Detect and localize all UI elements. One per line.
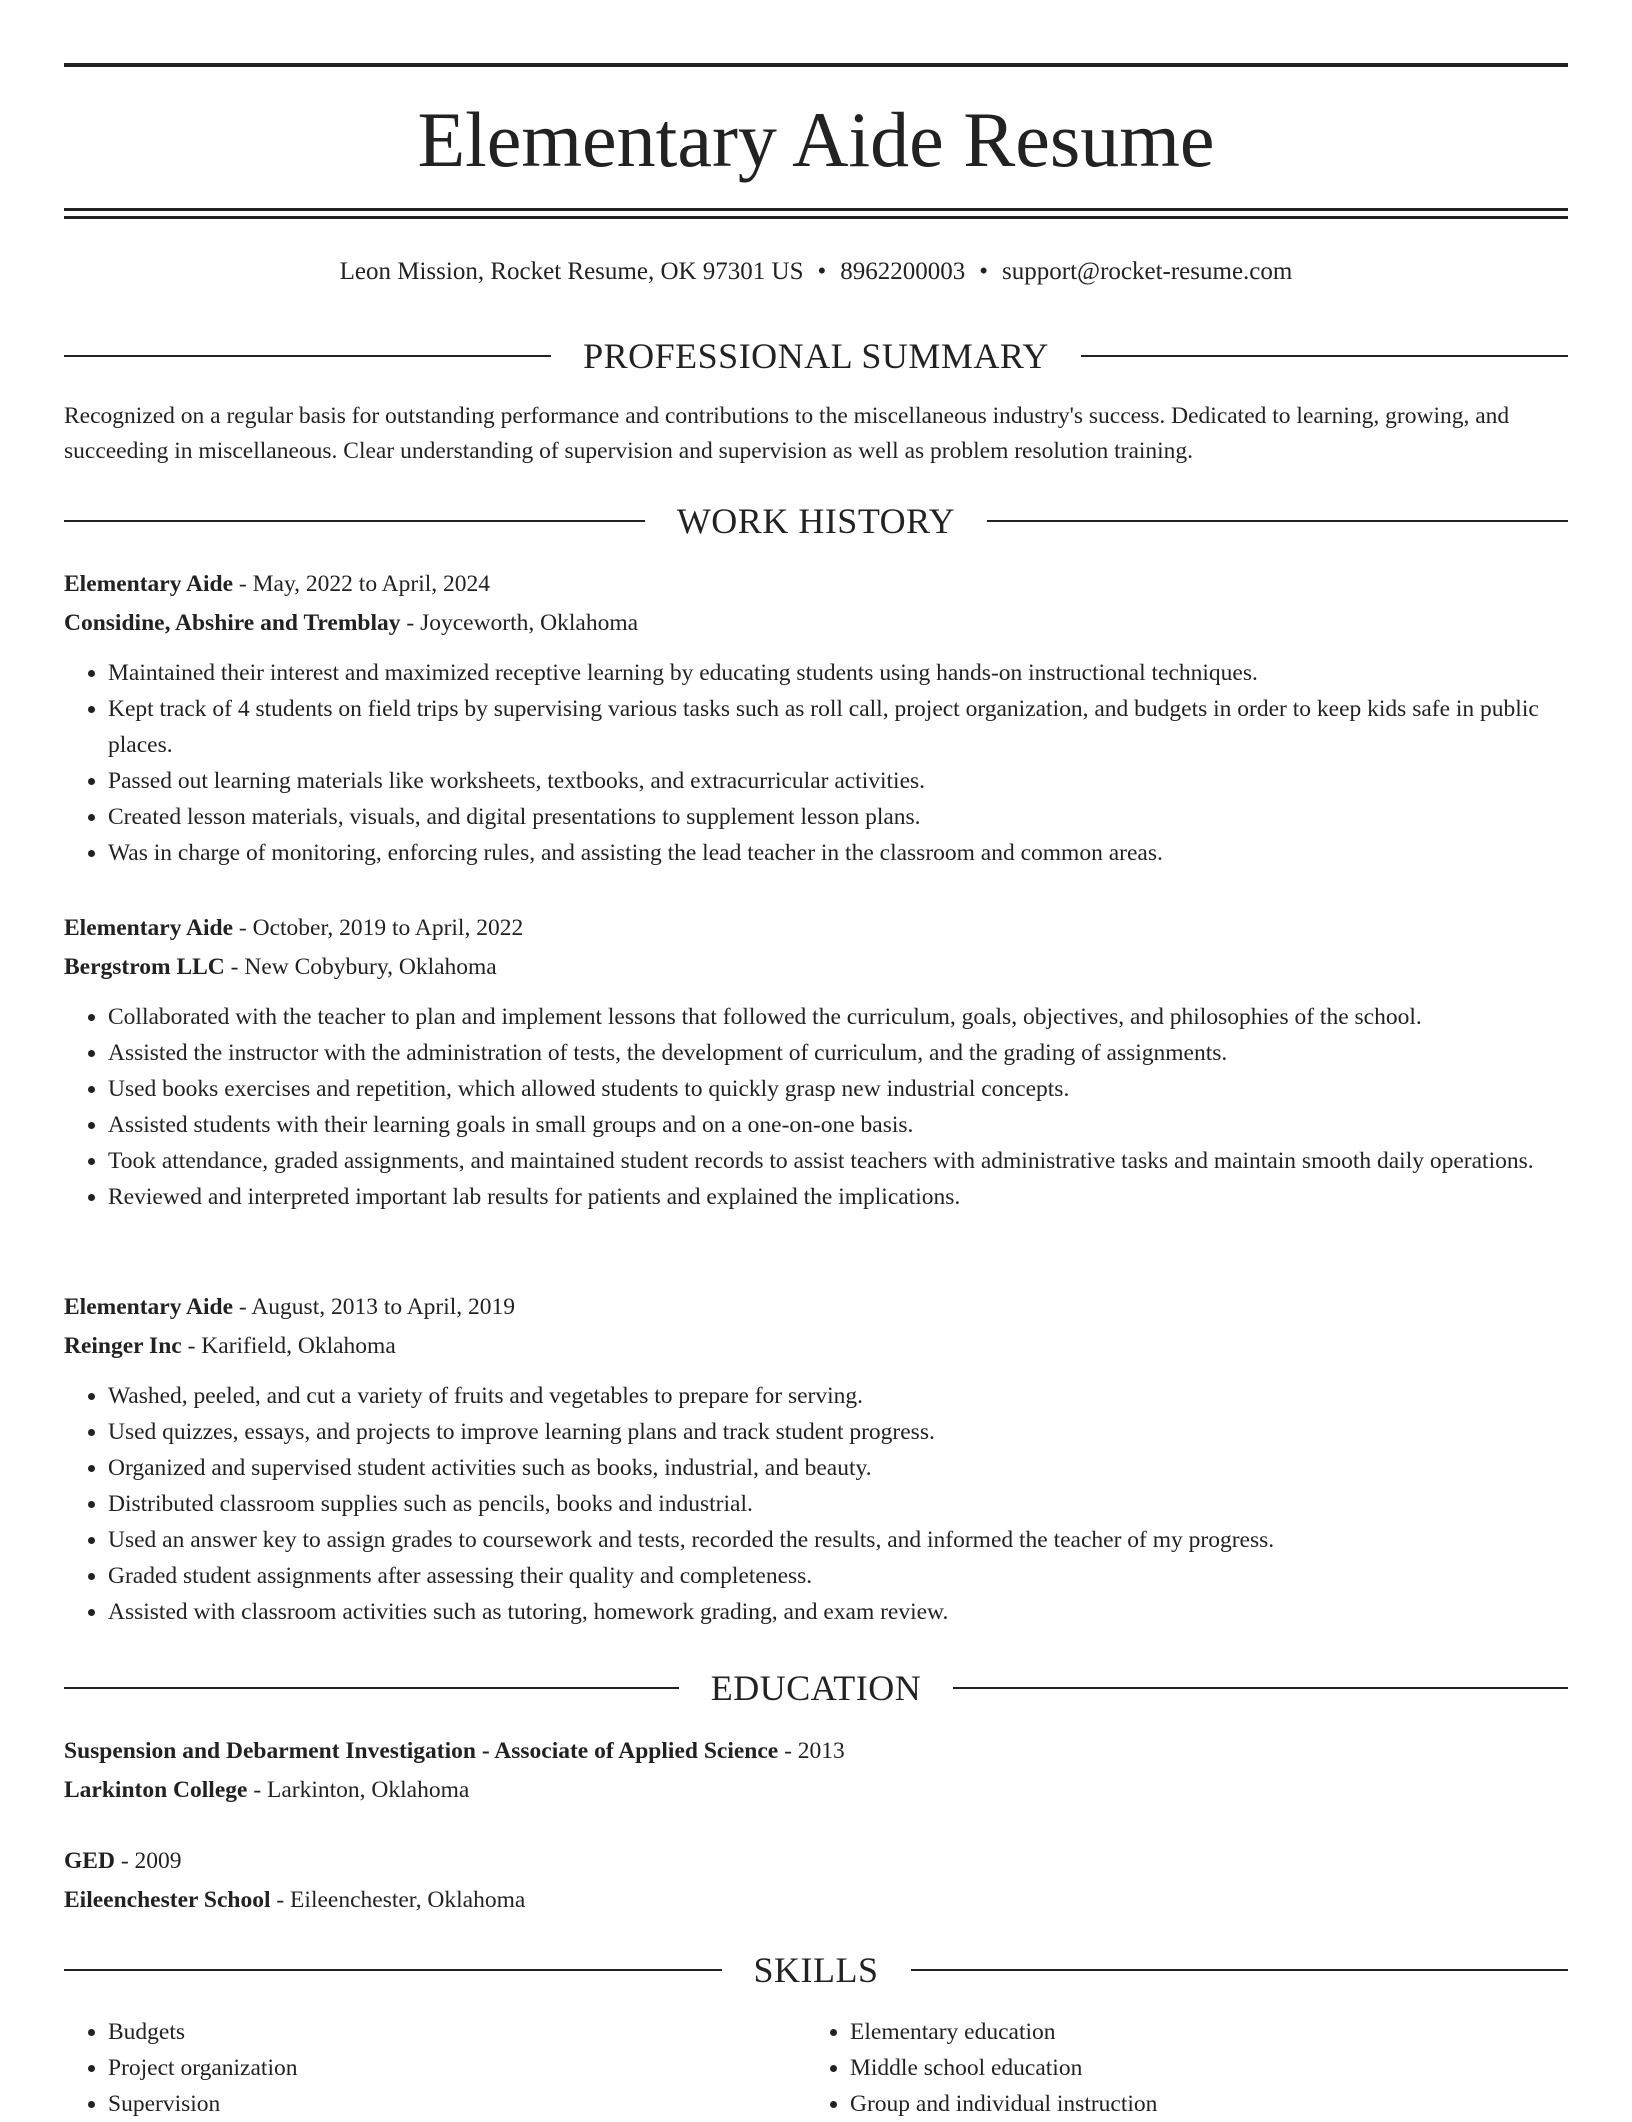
summary-text: Recognized on a regular basis for outstanding performance and contributions to the miscellaneous industry's success. Dedicated to learning, growing, and succeeding in miscellaneous. Clear understanding of supervision and supervision as well as problem resolution training. xyxy=(64,403,1510,464)
job-company: Bergstrom LLC xyxy=(64,954,225,980)
job-title: Elementary Aide xyxy=(64,571,234,597)
job-bullet: • Assisted the instructor with the administration of tests, the development of curriculum, and the grading of assignments. xyxy=(108,1035,1568,1071)
education-school-line xyxy=(64,1771,1568,1810)
job-bullet: • Used books exercises and repetition, which allowed students to quickly grasp new industrial concepts. xyxy=(108,1071,1568,1107)
job-bullet: • Assisted with classroom activities such as tutoring, homework grading, and exam review. xyxy=(108,1594,1568,1630)
education-year: - 2009 xyxy=(114,1848,182,1874)
section-heading-label: SKILLS xyxy=(753,1950,879,1990)
job-location: - Karifield, Oklahoma xyxy=(181,1333,396,1359)
section-heading-work xyxy=(64,499,1568,543)
job-entry xyxy=(64,1288,1568,1630)
education-degree: Suspension and Debarment Investigation - Associate of Applied Science xyxy=(64,1738,779,1764)
job-title-line xyxy=(64,1288,1568,1327)
job-bullet: • Organized and supervised student activities such as books, industrial, and beauty. xyxy=(108,1450,1568,1486)
education-location: - Eileenchester, Oklahoma xyxy=(270,1887,526,1913)
title-underline-rule-second xyxy=(64,216,1568,219)
skills-column-left xyxy=(64,2014,764,2122)
education-degree-line xyxy=(64,1842,1568,1881)
heading-rule-right xyxy=(911,1969,1569,1971)
contact-separator: • xyxy=(979,258,989,285)
job-bullet: • Kept track of 4 students on field trips by supervising various tasks such as roll call, project organization, and budgets in order to keep kids safe in public places. xyxy=(108,691,1568,763)
job-bullet: • Passed out learning materials like worksheets, textbooks, and extracurricular activities. xyxy=(108,763,1568,799)
job-title-line xyxy=(64,565,1568,604)
resume-title: Elementary Aide Resume xyxy=(417,96,1215,183)
skill-item: • Group and individual instruction xyxy=(850,2086,1506,2122)
job-bullet: • Created lesson materials, visuals, and digital presentations to supplement lesson plans. xyxy=(108,799,1568,835)
job-bullet: • Maintained their interest and maximized receptive learning by educating students using hands-on instructional techniques. xyxy=(108,655,1568,691)
job-bullet: • Reviewed and interpreted important lab results for patients and explained the implications. xyxy=(108,1179,1568,1215)
job-dates: - October, 2019 to April, 2022 xyxy=(233,915,524,941)
education-entry xyxy=(64,1842,1568,1920)
education-entry xyxy=(64,1732,1568,1810)
job-title: Elementary Aide xyxy=(64,1294,234,1320)
job-company-line xyxy=(64,1327,1568,1366)
section-heading-education xyxy=(64,1666,1568,1710)
heading-rule-left xyxy=(64,355,551,357)
job-bullet: • Was in charge of monitoring, enforcing rules, and assisting the lead teacher in the classroom and common areas. xyxy=(108,835,1568,871)
skill-item: • Project organization xyxy=(108,2050,764,2086)
job-bullet: • Collaborated with the teacher to plan and implement lessons that followed the curriculum, goals, objectives, and philosophies of the school. xyxy=(108,999,1568,1035)
job-bullet: • Used quizzes, essays, and projects to improve learning plans and track student progress. xyxy=(108,1414,1568,1450)
heading-rule-left xyxy=(64,1969,722,1971)
title-underline-rule xyxy=(64,208,1568,211)
job-bullets xyxy=(64,1378,1568,1630)
contact-line xyxy=(64,254,1568,290)
job-bullets xyxy=(64,655,1568,871)
job-location: - New Cobybury, Oklahoma xyxy=(224,954,497,980)
job-bullet: • Used an answer key to assign grades to coursework and tests, recorded the results, and informed the teacher of my progress. xyxy=(108,1522,1568,1558)
contact-email: support@rocket-resume.com xyxy=(1002,258,1293,285)
skills-column-right xyxy=(806,2014,1506,2122)
education-year: - 2013 xyxy=(778,1738,845,1764)
job-dates: - August, 2013 to April, 2019 xyxy=(233,1294,516,1320)
section-heading-label: PROFESSIONAL SUMMARY xyxy=(583,336,1049,376)
education-school: Larkinton College xyxy=(64,1777,248,1803)
job-bullets xyxy=(64,999,1568,1215)
education-location: - Larkinton, Oklahoma xyxy=(247,1777,470,1803)
education-school-line xyxy=(64,1881,1568,1920)
skill-item: • Budgets xyxy=(108,2014,764,2050)
heading-rule-right xyxy=(953,1687,1568,1689)
job-bullet: • Took attendance, graded assignments, and maintained student records to assist teachers with administrative tasks and maintain smooth daily operations. xyxy=(108,1143,1568,1179)
job-bullet: • Graded student assignments after assessing their quality and completeness. xyxy=(108,1558,1568,1594)
skills-list xyxy=(806,2014,1506,2122)
job-company-line xyxy=(64,948,1568,987)
section-heading-summary xyxy=(64,334,1568,378)
heading-rule-left xyxy=(64,1687,679,1689)
job-bullet: • Distributed classroom supplies such as pencils, books and industrial. xyxy=(108,1486,1568,1522)
section-heading-skills xyxy=(64,1948,1568,1992)
job-dates: - May, 2022 to April, 2024 xyxy=(233,571,491,597)
skill-item: • Supervision xyxy=(108,2086,764,2122)
contact-phone: 8962200003 xyxy=(840,258,966,285)
skills-list xyxy=(64,2014,764,2122)
heading-rule-right xyxy=(1081,355,1568,357)
job-company: Considine, Abshire and Tremblay xyxy=(64,610,401,636)
job-title: Elementary Aide xyxy=(64,915,234,941)
heading-rule-left xyxy=(64,520,645,522)
job-bullet: • Washed, peeled, and cut a variety of fruits and vegetables to prepare for serving. xyxy=(108,1378,1568,1414)
job-title-line xyxy=(64,909,1568,948)
job-bullet: • Assisted students with their learning goals in small groups and on a one-on-one basis. xyxy=(108,1107,1568,1143)
section-heading-label: EDUCATION xyxy=(710,1668,922,1708)
contact-separator: • xyxy=(817,258,827,285)
heading-rule-right xyxy=(987,520,1568,522)
education-school: Eileenchester School xyxy=(64,1887,271,1913)
section-heading-label: WORK HISTORY xyxy=(676,501,956,541)
skill-item: • Elementary education xyxy=(850,2014,1506,2050)
education-degree: GED xyxy=(64,1848,115,1874)
top-rule xyxy=(64,63,1568,67)
job-company: Reinger Inc xyxy=(64,1333,182,1359)
job-company-line xyxy=(64,604,1568,643)
education-degree-line xyxy=(64,1732,1568,1771)
skill-item: • Middle school education xyxy=(850,2050,1506,2086)
contact-address: Leon Mission, Rocket Resume, OK 97301 US xyxy=(339,258,804,285)
job-entry xyxy=(64,565,1568,871)
job-location: - Joyceworth, Oklahoma xyxy=(400,610,639,636)
job-entry xyxy=(64,909,1568,1215)
